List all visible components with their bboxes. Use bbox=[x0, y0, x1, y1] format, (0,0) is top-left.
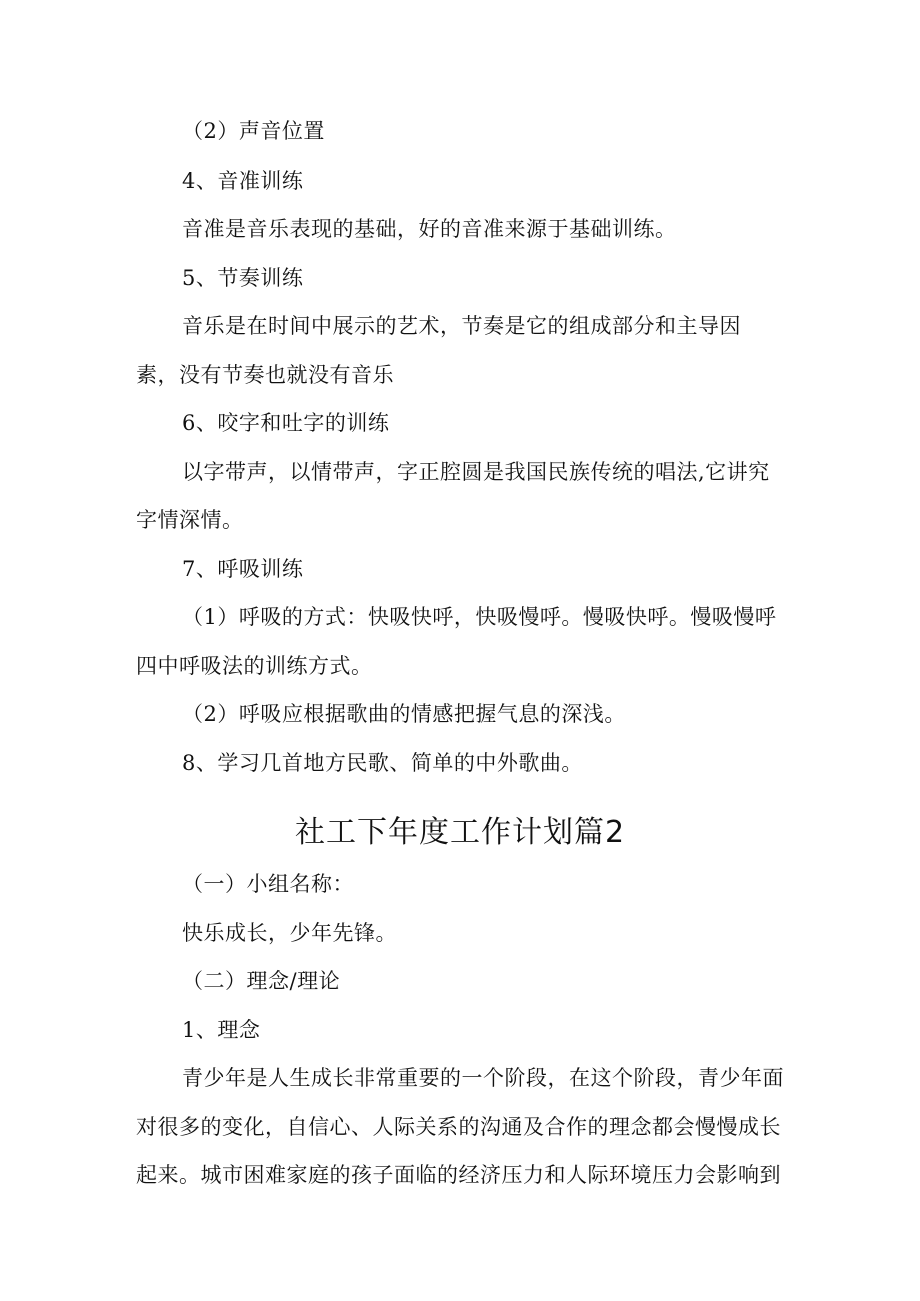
paragraph-concept-line-2: 对很多的变化，自信心、人际关系的沟通及合作的理念都会慢慢成长 bbox=[136, 1115, 781, 1139]
paragraph-pitch: 音准是音乐表现的基础，好的音准来源于基础训练。 bbox=[182, 217, 677, 241]
heading-pitch-training: 4、音准训练 bbox=[182, 169, 304, 193]
paragraph-concept-line-3: 起来。城市困难家庭的孩子面临的经济压力和人际环境压力会影响到 bbox=[136, 1163, 781, 1187]
heading-rhythm-training: 5、节奏训练 bbox=[182, 266, 304, 290]
paragraph-articulation-line-2: 字情深情。 bbox=[136, 508, 244, 532]
paragraph-breathing-1-line-1: （1）呼吸的方式：快吸快呼，快吸慢呼。慢吸快呼。慢吸慢呼 bbox=[182, 605, 777, 629]
heading-learn-songs: 8、学习几首地方民歌、简单的中外歌曲。 bbox=[182, 751, 583, 775]
paragraph-group-name: 快乐成长，少年先锋。 bbox=[182, 921, 397, 945]
paragraph-articulation-line-1: 以字带声，以情带声，字正腔圆是我国民族传统的唱法,它讲究 bbox=[182, 460, 770, 484]
paragraph-breathing-2: （2）呼吸应根据歌曲的情感把握气息的深浅。 bbox=[182, 702, 626, 726]
subheading-voice-position: （2）声音位置 bbox=[182, 119, 325, 143]
paragraph-concept-line-1: 青少年是人生成长非常重要的一个阶段，在这个阶段，青少年面 bbox=[182, 1066, 784, 1090]
paragraph-rhythm-line-1: 音乐是在时间中展示的艺术，节奏是它的组成部分和主导因 bbox=[182, 314, 741, 338]
subheading-concept-theory: （二）理念/理论 bbox=[182, 969, 341, 993]
paragraph-rhythm-line-2: 素，没有节奏也就没有音乐 bbox=[136, 363, 394, 387]
heading-articulation-training: 6、咬字和吐字的训练 bbox=[182, 411, 390, 435]
heading-concept: 1、理念 bbox=[182, 1018, 261, 1042]
paragraph-breathing-1-line-2: 四中呼吸法的训练方式。 bbox=[136, 654, 373, 678]
section-title: 社工下年度工作计划篇2 bbox=[294, 815, 626, 850]
subheading-group-name: （一）小组名称： bbox=[182, 872, 354, 896]
heading-breathing-training: 7、呼吸训练 bbox=[182, 557, 304, 581]
